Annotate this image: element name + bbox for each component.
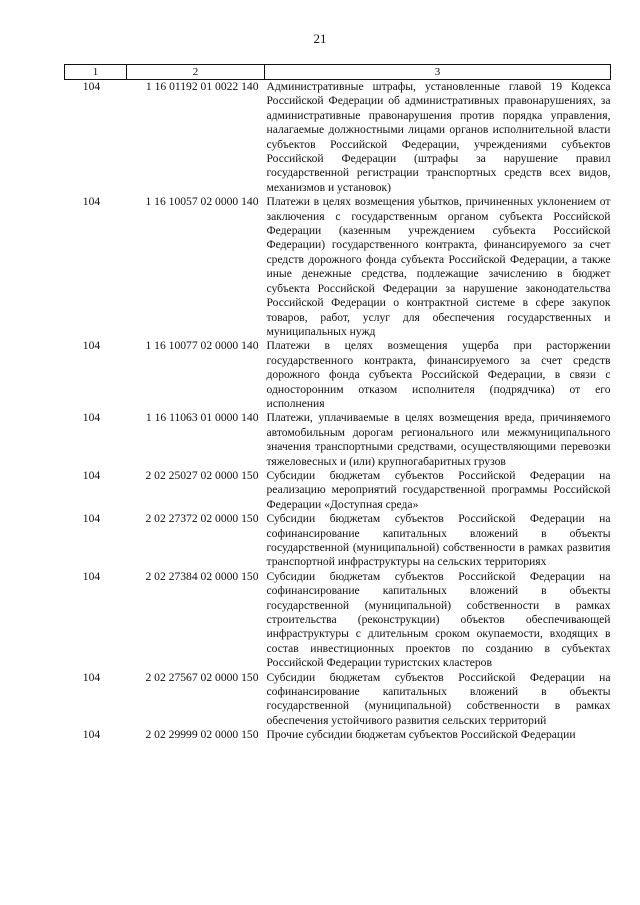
table-row [65,469,611,512]
table-row [65,195,611,339]
revenue-description: Субсидии бюджетам субъектов Российской Федерации на софинансирование капитальных вложений в объекты государственной (муниципальной) собственности в рамках развития транспортной инфраструктуры на сельских территориях [266,512,611,569]
header-col-1: 1 [65,65,127,80]
revenue-description: Субсидии бюджетам субъектов Российской Федерации на софинансирование капитальных вложений в объекты государственной (муниципальной) собственности в рамках обеспечения устойчивого развития сельских территорий [266,670,611,727]
revenue-description: Платежи в целях возмещения ущерба при расторжении государственного контракта, финансируемого за счет средств дорожного фонда субъекта Российской Федерации, в связи с односторонним отказом исполнителя (подрядчика) от его исполнения [266,339,611,410]
revenue-code: 1 16 10077 02 0000 140 [145,339,259,353]
revenue-codes-table [64,64,611,743]
page-number: 21 [313,31,327,46]
admin-code: 104 [82,569,101,583]
admin-code: 104 [82,195,101,209]
admin-code: 104 [82,512,101,526]
admin-code: 104 [82,468,101,482]
table-row [65,339,611,411]
table-header [65,65,611,80]
table-row [65,80,611,196]
table-row [65,671,611,729]
table-body [65,80,611,743]
revenue-code: 2 02 27372 02 0000 150 [145,512,259,526]
revenue-description: Платежи, уплачиваемые в целях возмещения вреда, причиняемого автомобильным дорогам регионального или межмуниципального значения транспортными средствами, осуществляющими перевозки тяжеловесных и (или) крупногабаритных грузов [266,411,611,468]
header-col-3: 3 [265,65,611,80]
admin-code: 104 [82,80,101,93]
revenue-code: 1 16 10057 02 0000 140 [145,195,259,209]
revenue-code: 2 02 27384 02 0000 150 [145,569,259,583]
admin-code: 104 [82,339,101,353]
revenue-description: Субсидии бюджетам субъектов Российской Федерации на реализацию мероприятий государственной программы Российской Федерации «Доступная среда» [266,468,611,511]
revenue-description: Платежи в целях возмещения убытков, причиненных уклонением от заключения с государственным органом субъекта Российской Федерации (казенным учреждением субъекта Российской Федерации) государственного контракта, финансируемого за счет средств дорожного фонда субъекта Российской Федерации, а также иные денежные средства, подлежащие зачислению в бюджет субъекта Российской Федерации за нарушение законодательства Российской Федерации о контрактной системе в сфере закупок товаров, работ, услуг для обеспечения государственных и муниципальных нужд [266,195,611,338]
admin-code: 104 [82,411,101,425]
admin-code: 104 [82,670,101,684]
revenue-code: 1 16 01192 01 0022 140 [145,80,259,93]
header-col-2: 2 [127,65,265,80]
table-row [65,728,611,742]
revenue-description: Административные штрафы, установленные главой 19 Кодекса Российской Федерации об административных правонарушениях, за административные правонарушения против порядка управления, налагаемые должностными лицами органов исполнительной власти субъектов Российской Федерации, учреждениями субъектов Российской Федерации (штрафы за нарушение правил государственной регистрации транспортных средств всех видов, механизмов и установок) [266,80,611,194]
revenue-code: 2 02 29999 02 0000 150 [145,728,259,742]
table-row [65,411,611,469]
table-row [65,512,611,570]
revenue-description: Субсидии бюджетам субъектов Российской Федерации на софинансирование капитальных вложений в объекты государственной (муниципальной) собственности в рамках строительства (реконструкции) объектов обеспечивающей инфраструктуры с длительным сроком окупаемости, входящих в состав инвестиционных проектов по созданию в субъектах Российской Федерации туристских кластеров [266,569,611,670]
revenue-code: 2 02 25027 02 0000 150 [145,468,259,482]
table-row [65,570,611,671]
revenue-code: 2 02 27567 02 0000 150 [145,670,259,684]
revenue-code: 1 16 11063 01 0000 140 [145,411,259,425]
admin-code: 104 [82,728,101,742]
revenue-description: Прочие субсидии бюджетам субъектов Российской Федерации [266,728,576,742]
